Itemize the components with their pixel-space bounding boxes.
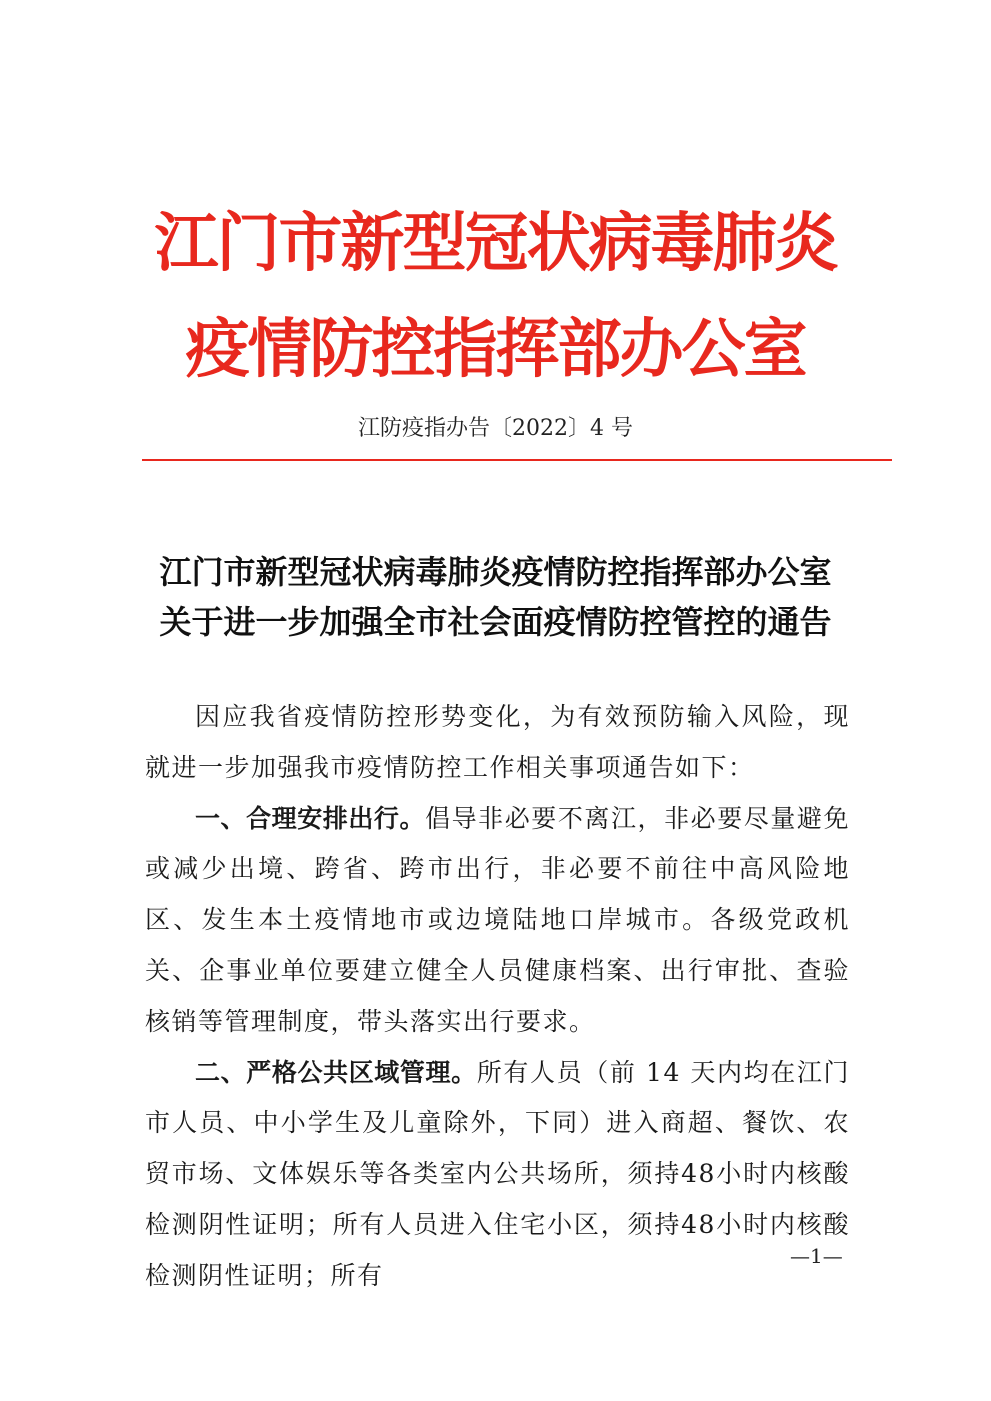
intro-paragraph: 因应我省疫情防控形势变化，为有效预防输入风险，现就进一步加强我市疫情防控工作相关事项通告如下： <box>145 702 850 782</box>
notice-body <box>145 692 850 1302</box>
section-2-text: 所有人员（前 14 天内均在江门市人员、中小学生及儿童除外，下同）进入商超、餐饮、农贸市场、文体娱乐等各类室内公共场所，须持48小时内核酸检测阴性证明；所有人员进入住宅小区，须持48小时内核酸检测阴性证明；所有 <box>145 1057 850 1290</box>
section-1-text: 倡导非必要不离江，非必要尽量避免或减少出境、跨省、跨市出行，非必要不前往中高风险地区、发生本土疫情地市或边境陆地口岸城市。各级党政机关、企事业单位要建立健全人员健康档案、出行审批、查验核销等管理制度，带头落实出行要求。 <box>145 803 850 1036</box>
section-1-paragraph <box>145 794 850 1048</box>
notice-title-line-1: 江门市新型冠状病毒肺炎疫情防控指挥部办公室 <box>159 553 832 591</box>
issuer-header-line-2: 疫情防控指挥部办公室 <box>185 313 806 387</box>
document-number: 江防疫指办告〔2022〕4 号 <box>358 416 633 441</box>
red-divider-line <box>142 459 892 461</box>
section-1-heading: 一、合理安排出行。 <box>195 803 426 833</box>
section-2-paragraph <box>145 1048 850 1302</box>
issuer-header-line-1: 江门市新型冠状病毒肺炎 <box>154 207 837 281</box>
notice-title-line-2: 关于进一步加强全市社会面疫情防控管控的通告 <box>159 603 832 641</box>
page-number: —1— <box>790 1244 843 1268</box>
section-2-heading: 二、严格公共区域管理。 <box>195 1057 477 1087</box>
